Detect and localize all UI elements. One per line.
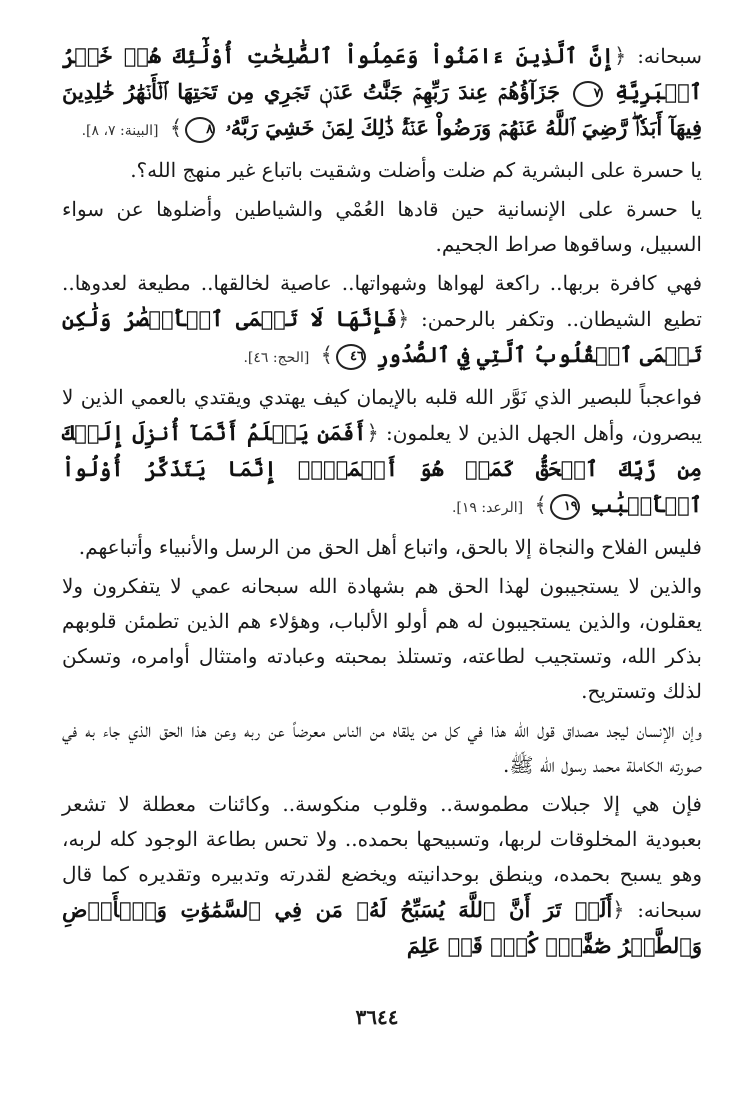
quran-verse	[62, 897, 702, 958]
page-body	[62, 38, 702, 968]
paragraph-lead: فهي كافرة بربها.. راكعة لهواها وشهواتها.. عاصية لخالقها.. مطيعة لعدوها.. تطيع الشيطان.. وتكفر بالرحمن:	[62, 271, 702, 331]
verse-text: فَإِنَّهَا لَا تَعۡمَى ٱلۡأَبۡصَٰرُ وَلَٰكِن تَعۡمَى ٱلۡقُلُوبُ ٱلَّتِي فِي ٱلصُّدُورِ	[62, 306, 702, 367]
paragraph-4	[62, 266, 702, 376]
paragraph-lead: سبحانه:	[637, 44, 703, 68]
ayah-number-badge: ٧	[573, 81, 603, 107]
paragraph-5	[62, 380, 702, 526]
paragraph-7: والذين لا يستجيبون لهذا الحق هم بشهادة الله سبحانه عمي لا يتفكرون ولا يعقلون، والذين يستجيبون له هم أولو الألباب، وهؤلاء هم الذين تطمئن قلوبهم بذكر الله، وتستجيب لطاعته، وتستلذ بمحبته وعبادته وامتثال أوامره، وتسكن لذلك وتستريح.	[62, 574, 702, 703]
verse-close-bracket: ﴾	[534, 493, 547, 517]
paragraph-1	[62, 38, 702, 149]
verse-reference: [الحج: ٤٦].	[243, 350, 310, 366]
paragraph-8: وإن الإنسان ليجد مصداق قول الله هذا في كل من يلقاه من الناس معرضاً عن ربه وعن هذا الحق الذي جاء به في صورته الكاملة محمد رسول الله ﷺ.	[62, 718, 702, 777]
verse-text: إِنَّ ٱلَّذِينَ ءَامَنُواْ وَعَمِلُواْ ٱلصَّٰلِحَٰتِ أُوْلَٰٓئِكَ هُمۡ خَيۡرُ ٱلۡبَرِيَّةِ	[62, 43, 702, 104]
page-number: ٣٦٤٤	[355, 1005, 399, 1029]
verse-close-bracket: ﴾	[320, 343, 333, 367]
paragraph-lead: فواعجباً للبصير الذي نَوَّر الله قلبه بالإيمان كيف يهتدي ويقتدي بالعمي الذين لا يبصرون، وأهل الجهل الذين لا يعلمون:	[62, 385, 702, 445]
verse-reference: [الرعد: ١٩].	[451, 500, 524, 516]
verse-open-bracket: ﴿	[366, 421, 379, 445]
paragraph-9	[62, 787, 702, 964]
verse-text: جَزَآؤُهُمۡ عِندَ رَبِّهِمۡ جَنَّٰتُ عَدۡنٖ تَجۡرِي مِن تَحۡتِهَا ٱلۡأَنۡهَٰرُ خَٰلِدِينَ فِيهَآ أَبَدٗاۖ رَّضِيَ ٱللَّهُ عَنۡهُمۡ وَرَضُواْ عَنۡهُۚ ذَٰلِكَ لِمَنۡ خَشِيَ رَبَّهُۥ	[62, 79, 702, 140]
verse-open-bracket: ﴿	[397, 307, 410, 331]
paragraph-3: يا حسرة على الإنسانية حين قادها العُمْي والشياطين وأضلوها عن سواء السبيل، وساقوها صراط الجحيم.	[62, 197, 702, 256]
ayah-number-badge: ١٩	[550, 494, 580, 520]
verse-reference: [البينة: ٧، ٨].	[81, 123, 159, 139]
paragraph-lead: فإن هي إلا جبلات مطموسة.. وقلوب منكوسة.. وكائنات معطلة لا تشعر بعبودية المخلوقات لربها، وتسبيحها بحمده.. ولا تحس بطاعة الوجود كله لربه، وهو يسبح بحمده، وينطق بوحدانيته ويخضع لقدرته وتدبيره وتقديره كما قال سبحانه:	[62, 792, 703, 922]
ayah-number-badge: ٨	[185, 117, 215, 143]
verse-close-bracket: ﴾	[169, 116, 183, 140]
paragraph-6: فليس الفلاح والنجاة إلا بالحق، واتباع أهل الحق من الرسل والأنبياء وأتباعهم.	[78, 535, 702, 559]
verse-open-bracket: ﴿	[612, 898, 625, 922]
ayah-number-badge: ٤٦	[336, 344, 366, 370]
verse-text: أَلَمۡ تَرَ أَنَّ ٱللَّهَ يُسَبِّحُ لَهُۥ مَن فِي ٱلسَّمَٰوَٰتِ وَٱلۡأَرۡضِ وَٱلطَّيۡرُ صَٰٓفَّٰتٖۖ كُلّٞ قَدۡ عَلِمَ	[62, 897, 702, 958]
verse-text: أَفَمَن يَعۡلَمُ أَنَّمَآ أُنزِلَ إِلَيۡكَ مِن رَّبِّكَ ٱلۡحَقُّ كَمَنۡ هُوَ أَعۡمَىٰٓۚ إِنَّمَا يَتَذَكَّرُ أُوْلُواْ ٱلۡأَلۡبَٰبِ	[62, 420, 702, 517]
paragraph-2: يا حسرة على البشرية كم ضلت وأضلت وشقيت باتباع غير منهج الله؟.	[130, 158, 702, 182]
verse-open-bracket: ﴿	[613, 44, 627, 68]
